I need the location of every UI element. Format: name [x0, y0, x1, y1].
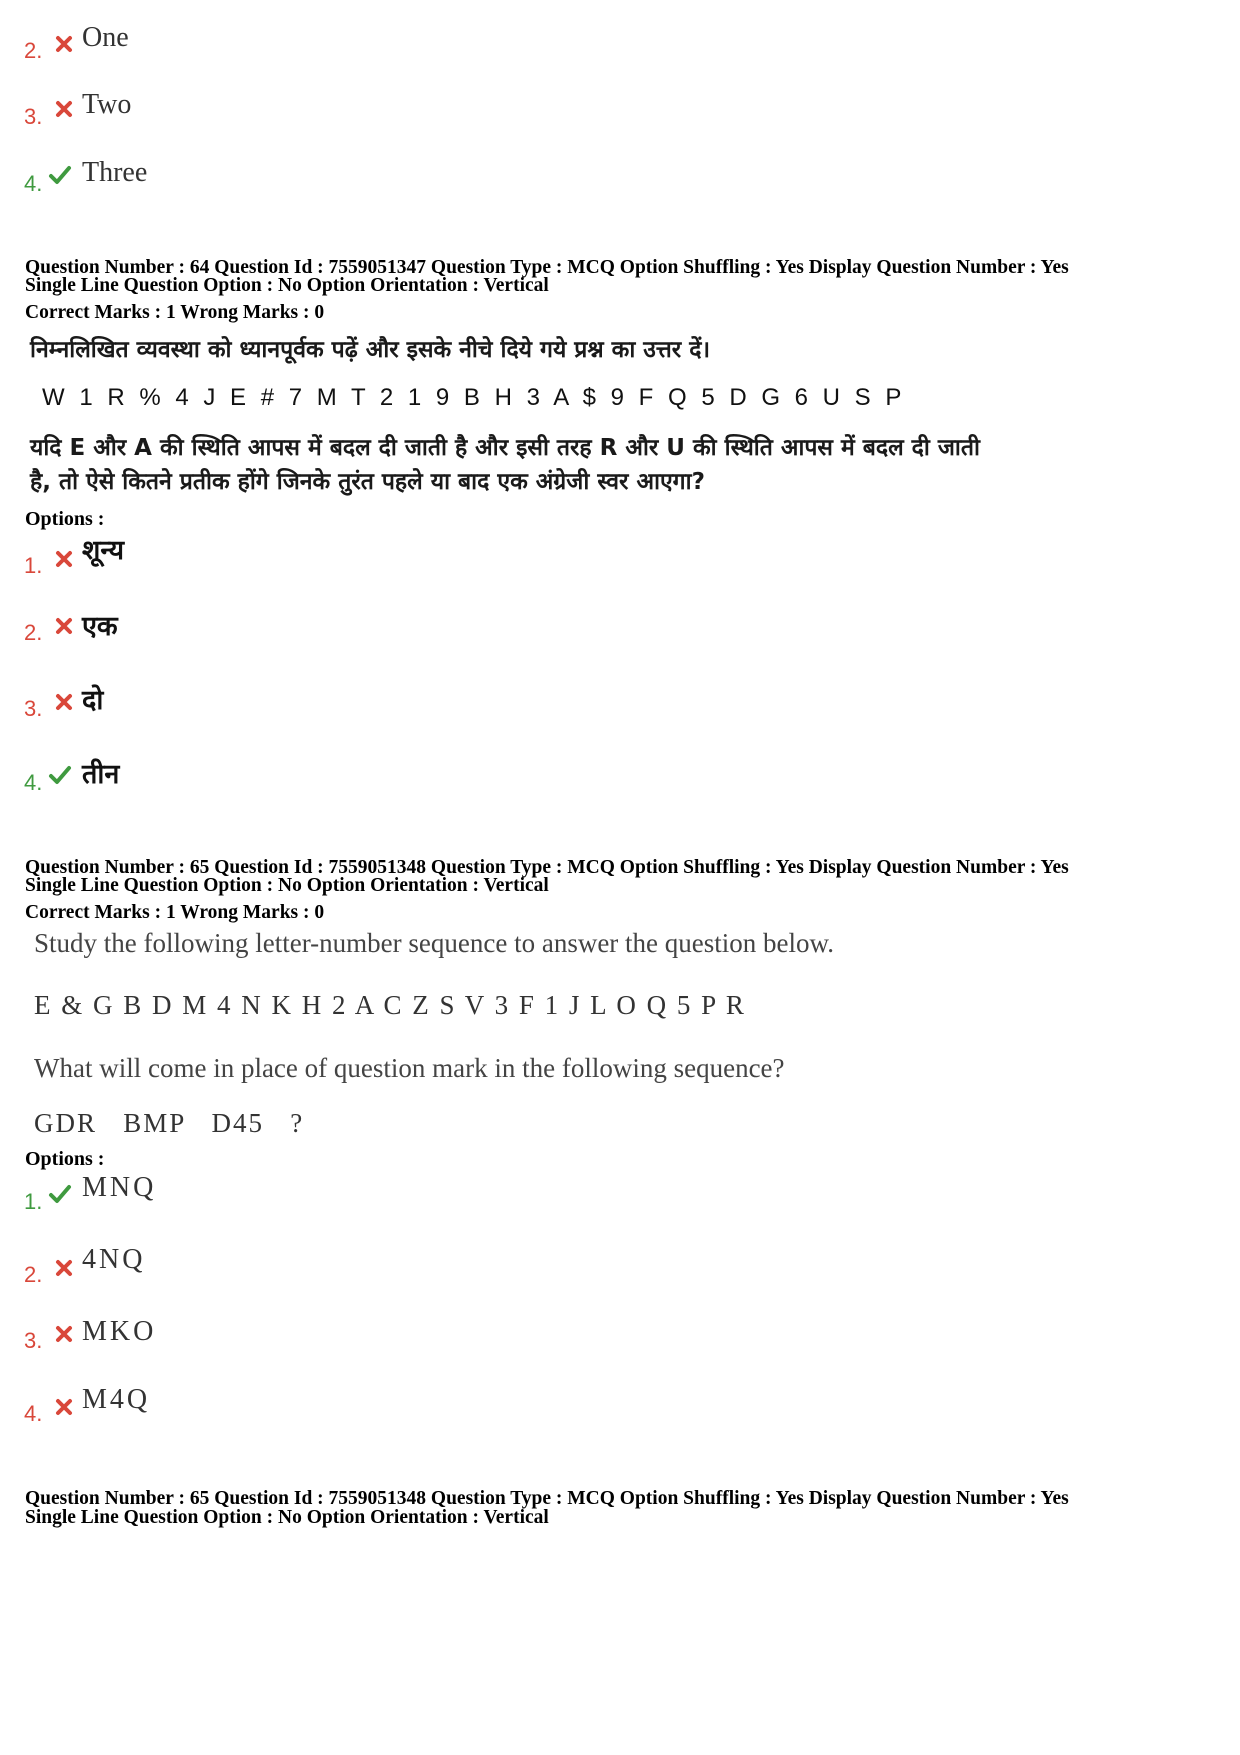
- option-text: तीन: [82, 759, 120, 790]
- check-icon: [48, 1182, 72, 1206]
- option-text: Three: [82, 157, 148, 188]
- option-text: 4NQ: [82, 1244, 146, 1275]
- option-number: 2.: [24, 620, 43, 645]
- option-number: 3.: [24, 1328, 43, 1353]
- option-number: 4.: [24, 171, 43, 196]
- question-meta-line2: Single Line Question Option : No Option Orientation : Vertical: [25, 1507, 549, 1528]
- check-icon: [48, 763, 72, 787]
- option-text: एक: [82, 611, 118, 642]
- check-icon: [48, 163, 72, 187]
- options-label: Options :: [25, 508, 105, 530]
- option-number: 1.: [24, 1189, 43, 1214]
- question-marks: Correct Marks : 1 Wrong Marks : 0: [25, 902, 325, 923]
- cross-icon: [52, 97, 76, 121]
- cross-icon: [52, 614, 76, 638]
- option-number: 2.: [24, 38, 43, 63]
- question-meta-line1: Question Number : 65 Question Id : 7559051348 Question Type : MCQ Option Shuffling : Yes Display Question Number : Yes: [25, 857, 1069, 878]
- option-number: 1.: [24, 553, 43, 578]
- options-label: Options :: [25, 1148, 105, 1170]
- option-text: MKO: [82, 1316, 157, 1347]
- question-meta-line2: Single Line Question Option : No Option Orientation : Vertical: [25, 875, 549, 896]
- option-number: 3.: [24, 696, 43, 721]
- cross-icon: [52, 1395, 76, 1419]
- cross-icon: [52, 1322, 76, 1346]
- option-text: MNQ: [82, 1172, 157, 1203]
- cross-icon: [52, 547, 76, 571]
- option-number: 4.: [24, 770, 43, 795]
- question-meta-line2: Single Line Question Option : No Option Orientation : Vertical: [25, 275, 549, 296]
- question-text: What will come in place of question mark in the following sequence?: [34, 1053, 785, 1083]
- question-sequence: E & G B D M 4 N K H 2 A C Z S V 3 F 1 J L O Q 5 P R: [34, 990, 746, 1020]
- question-instruction: Study the following letter-number sequence to answer the question below.: [34, 928, 835, 958]
- cross-icon: [52, 690, 76, 714]
- option-text: दो: [82, 685, 104, 716]
- cross-icon: [52, 1256, 76, 1280]
- question-marks: Correct Marks : 1 Wrong Marks : 0: [25, 302, 325, 323]
- option-text: M4Q: [82, 1384, 151, 1415]
- option-number: 3.: [24, 104, 43, 129]
- question-instruction: निम्नलिखित व्यवस्था को ध्यानपूर्वक पढ़ें और इसके नीचे दिये गये प्रश्न का उत्तर दें।: [30, 337, 711, 363]
- question-sequence: W 1 R % 4 J E # 7 M T 2 1 9 B H 3 A $ 9 F Q 5 D G 6 U S P: [42, 384, 906, 411]
- option-text: शून्य: [82, 535, 124, 566]
- option-text: One: [82, 22, 129, 53]
- question-text-line1: यदि E और A की स्थिति आपस में बदल दी जाती है और इसी तरह R और U की स्थिति आपस में बदल दी जाती: [30, 435, 980, 461]
- option-number: 2.: [24, 1262, 43, 1287]
- cross-icon: [52, 32, 76, 56]
- question-meta-line1: Question Number : 65 Question Id : 7559051348 Question Type : MCQ Option Shuffling : Yes Display Question Number : Yes: [25, 1488, 1069, 1509]
- question-text-line2: है, तो ऐसे कितने प्रतीक होंगे जिनके तुरंत पहले या बाद एक अंग्रेजी स्वर आएगा?: [30, 469, 705, 495]
- option-number: 4.: [24, 1401, 43, 1426]
- question-meta-line1: Question Number : 64 Question Id : 7559051347 Question Type : MCQ Option Shuffling : Yes Display Question Number : Yes: [25, 257, 1069, 278]
- option-text: Two: [82, 89, 132, 120]
- question-pattern: GDR BMP D45 ?: [34, 1108, 305, 1138]
